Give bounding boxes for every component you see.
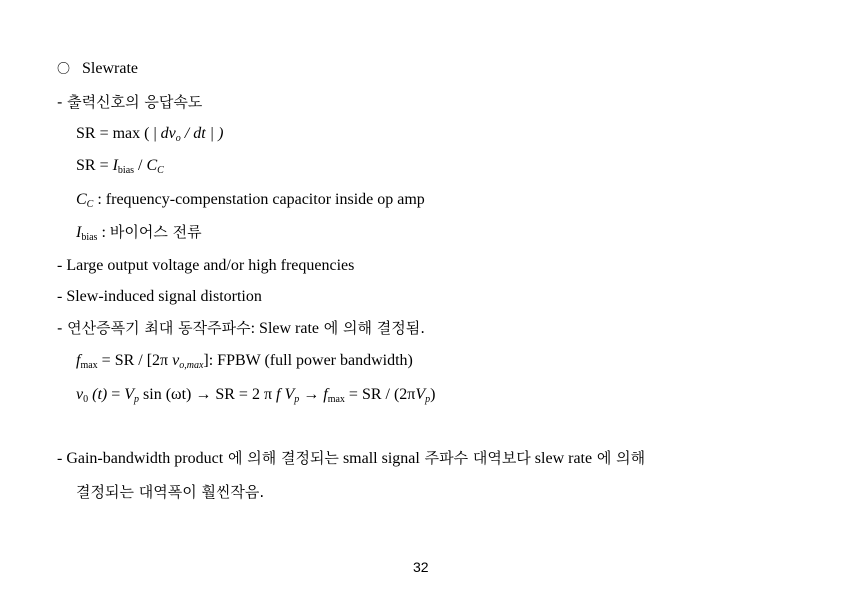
eq-var: v <box>172 352 180 369</box>
eq-text: sin (ωt) <box>139 386 192 403</box>
text-korean: 에 의해 결정되는 <box>223 449 339 467</box>
eq-var: dv <box>160 125 176 142</box>
eq-text: : <box>97 224 110 241</box>
arrow-right-icon: → <box>299 386 324 403</box>
v0-equation <box>76 385 435 405</box>
eq-text: = <box>107 386 125 403</box>
sr-max-equation <box>76 124 223 144</box>
eq-var: f <box>76 352 81 369</box>
eq-var: f <box>276 386 281 403</box>
eq-var: I <box>76 224 82 241</box>
eq-sub: bias <box>117 165 135 176</box>
text: - Gain-bandwidth product <box>57 450 224 467</box>
gain-bandwidth-continuation: 결정되는 대역폭이 훨씬작음. <box>76 483 265 501</box>
title-text: Slewrate <box>82 60 138 77</box>
slide-title <box>57 59 138 79</box>
eq-sub: max <box>327 394 345 405</box>
page-number: 32 <box>413 559 429 575</box>
text: small signal <box>338 450 420 467</box>
bullet-slew-distortion: - Slew-induced signal distortion <box>57 288 262 305</box>
bullet-max-frequency <box>57 318 425 339</box>
eq-sub: bias <box>81 232 98 243</box>
eq-text: SR = <box>76 157 113 174</box>
bullet-large-output: - Large output voltage and/or high frequencies <box>57 257 355 274</box>
text-korean: - 연산증폭기 최대 동작주파수 <box>57 319 251 337</box>
arrow-right-icon: → <box>191 386 216 403</box>
eq-sub: C <box>157 165 164 176</box>
eq-text: = SR / (2π <box>344 386 416 403</box>
eq-var: I <box>112 157 118 174</box>
ibias-definition <box>76 222 202 243</box>
eq-sub: o <box>175 133 181 144</box>
eq-sub: p <box>134 394 140 405</box>
eq-var: V <box>280 386 295 403</box>
eq-var: V <box>415 386 426 403</box>
text-korean: 에 의해 결정됨. <box>319 319 426 337</box>
eq-text: = SR / [2π <box>97 352 173 369</box>
eq-var: C <box>146 157 158 174</box>
eq-var: f <box>323 386 328 403</box>
eq-sub: max <box>80 360 98 371</box>
definition-line: - 출력신호의 응답속도 <box>57 93 203 111</box>
eq-var: C <box>76 191 87 208</box>
fmax-equation <box>76 351 413 371</box>
eq-text: : frequency-compenstation capacitor inside op amp <box>97 191 425 208</box>
eq-text: SR = 2 π <box>215 386 277 403</box>
eq-sub: 0 <box>83 394 89 405</box>
bullet-circle-icon: 〇 <box>57 61 71 76</box>
text-korean: 에 의해 <box>592 449 646 467</box>
eq-text: / dt | ) <box>180 125 224 142</box>
eq-sub: p <box>425 394 431 405</box>
eq-text: ]: FPBW (full power bandwidth) <box>203 352 413 369</box>
cc-definition <box>76 190 425 210</box>
eq-sub: o,max <box>179 360 204 371</box>
sr-ibias-equation <box>76 156 164 176</box>
eq-var: v <box>76 386 84 403</box>
text-korean: 주파수 대역보다 <box>419 449 531 467</box>
text: slew rate <box>530 450 593 467</box>
eq-var: V <box>124 386 135 403</box>
eq-text: SR = max ( | <box>76 125 157 142</box>
eq-sub: p <box>294 394 300 405</box>
eq-text: ) <box>430 386 436 403</box>
text: : Slew rate <box>250 320 320 337</box>
eq-text-korean: 바이어스 전류 <box>109 223 202 241</box>
eq-text: / <box>134 157 147 174</box>
eq-sub: C <box>86 199 94 210</box>
bullet-gain-bandwidth <box>57 448 645 469</box>
eq-var: (t) <box>88 386 108 403</box>
